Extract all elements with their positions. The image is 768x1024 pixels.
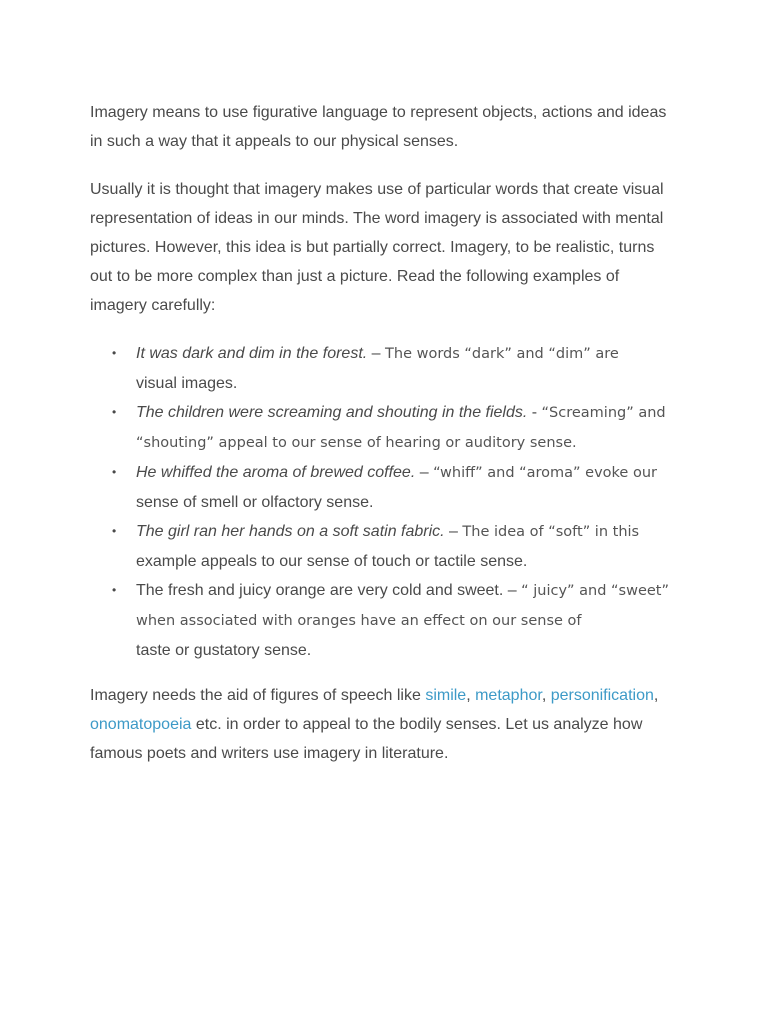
list-item	[90, 458, 680, 517]
explanation-paragraph: Usually it is thought that imagery makes use of particular words that create visual representation of ideas in our minds. The word imagery is associated with mental pictures. However, this idea is but partially correct. Imagery, to be realistic, turns out to be more complex than just a picture. Read the following examples of imagery carefully:	[90, 181, 664, 314]
example-explanation: “whiff” and “aroma” evoke our	[433, 465, 657, 481]
link-separator: ,	[541, 687, 551, 704]
example-separator: –	[444, 523, 463, 540]
example-sentence: The girl ran her hands on a soft satin fabric.	[136, 523, 445, 540]
paragraph-intro-text: Imagery needs the aid of figures of speech like	[90, 687, 426, 704]
example-explanation-continued: taste or gustatory sense.	[136, 642, 312, 659]
example-separator: –	[503, 582, 522, 599]
example-explanation-continued: visual images.	[136, 375, 238, 392]
bullet-icon: •	[112, 346, 117, 360]
figures-of-speech-paragraph	[90, 681, 680, 768]
onomatopoeia-link[interactable]: onomatopoeia	[90, 716, 192, 733]
example-separator: –	[367, 345, 386, 362]
example-explanation: The words “dark” and “dim” are	[385, 346, 619, 362]
example-sentence: The children were screaming and shouting in the fields.	[136, 404, 528, 421]
list-item	[90, 339, 680, 398]
example-separator: –	[415, 464, 434, 481]
example-explanation: “Screaming” and “shouting” appeal to our sense of hearing or auditory sense.	[136, 405, 666, 451]
example-explanation-continued: sense of smell or olfactory sense.	[136, 494, 374, 511]
example-explanation-continued: example appeals to our sense of touch or tactile sense.	[136, 553, 528, 570]
example-sentence: The fresh and juicy orange are very cold and sweet.	[136, 582, 504, 599]
list-item	[90, 517, 680, 576]
paragraph-outro-text: etc. in order to appeal to the bodily senses. Let us analyze how famous poets and writers use imagery in literature.	[90, 716, 643, 762]
link-separator: ,	[466, 687, 476, 704]
example-sentence: It was dark and dim in the forest.	[136, 345, 368, 362]
example-separator: -	[527, 404, 542, 421]
metaphor-link[interactable]: metaphor	[475, 687, 542, 704]
bullet-icon: •	[112, 524, 117, 538]
personification-link[interactable]: personification	[550, 687, 654, 704]
example-explanation: The idea of “soft” in this	[462, 524, 640, 540]
list-item	[90, 576, 680, 665]
bullet-icon: •	[112, 405, 117, 419]
simile-link[interactable]: simile	[425, 687, 467, 704]
example-explanation: “ juicy” and “sweet” when associated with oranges have an effect on our sense of	[136, 583, 670, 629]
intro-paragraph: Imagery means to use figurative language to represent objects, actions and ideas in such a way that it appeals to our physical senses.	[90, 104, 667, 150]
document-body	[90, 98, 680, 768]
list-item	[90, 398, 680, 458]
bullet-icon: •	[112, 465, 117, 479]
bullet-icon: •	[112, 583, 117, 597]
examples-list	[90, 339, 680, 665]
link-separator: ,	[653, 687, 659, 704]
example-sentence: He whiffed the aroma of brewed coffee.	[136, 464, 416, 481]
